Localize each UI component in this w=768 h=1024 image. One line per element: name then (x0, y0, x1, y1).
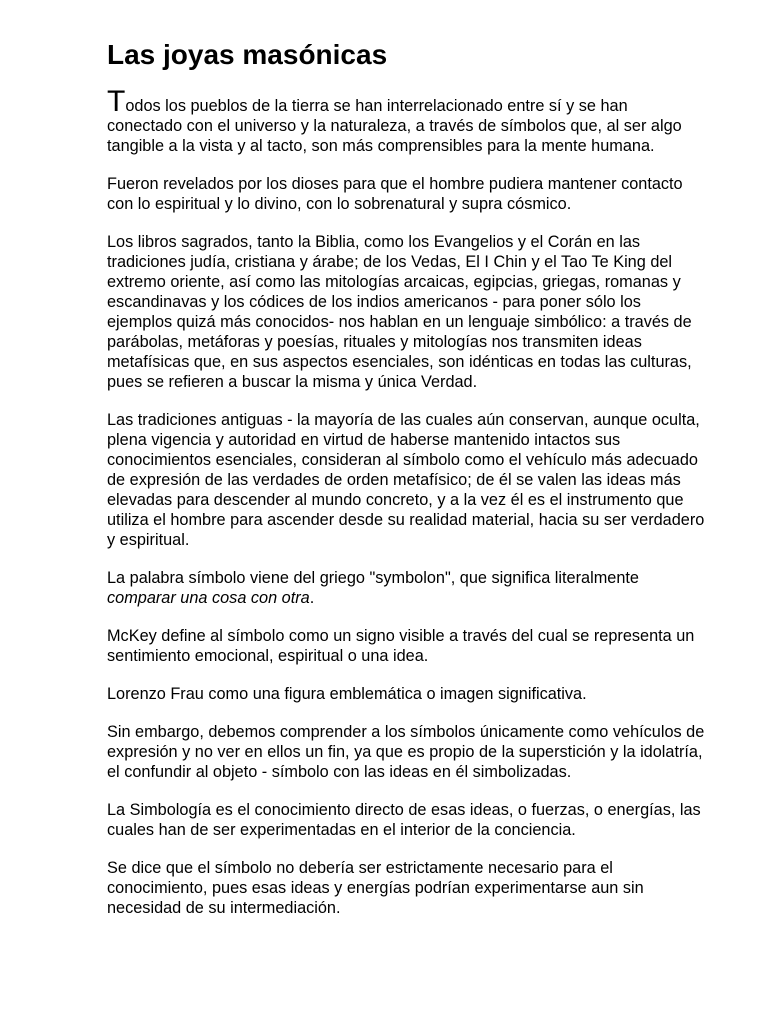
paragraph-7: Lorenzo Frau como una figura emblemática o imagen significativa. (107, 685, 587, 703)
paragraph-1-text: odos los pueblos de la tierra se han interrelacionado entre sí y se han conectado con el universo y la naturaleza, a través de símbolos que, al ser algo tangible a la vista y al tacto, son más comprensibles para la mente humana. (107, 97, 682, 155)
paragraph-9: La Simbología es el conocimiento directo de esas ideas, o fuerzas, o energías, las cuales han de ser experimentadas en el interior de la conciencia. (107, 801, 701, 839)
paragraph-1 (107, 85, 707, 156)
paragraph-8: Sin embargo, debemos comprender a los símbolos únicamente como vehículos de expresión y no ver en ellos un fin, ya que es propio de la superstición y la idolatría, el confundir al objeto - símbolo con las ideas en él simbolizadas. (107, 723, 705, 781)
paragraph-6: McKey define al símbolo como un signo visible a través del cual se representa un sentimiento emocional, espiritual o una idea. (107, 627, 695, 665)
paragraph-10: Se dice que el símbolo no debería ser estrictamente necesario para el conocimiento, pues esas ideas y energías podrían experimentarse aun sin necesidad de su intermediación. (107, 859, 644, 917)
paragraph-2: Fueron revelados por los dioses para que el hombre pudiera mantener contacto con lo espiritual y lo divino, con lo sobrenatural y supra cósmico. (107, 175, 683, 213)
paragraph-4: Las tradiciones antiguas - la mayoría de las cuales aún conservan, aunque oculta, plena vigencia y autoridad en virtud de haberse mantenido intactos sus conocimientos esenciales, consideran al símbolo como el vehículo más adecuado de expresión de las verdades de orden metafísico; de él se valen las ideas más elevadas para descender al mundo concreto, y a la vez él es el instrumento que utiliza el hombre para ascender desde su realidad material, hacia su ser verdadero y espiritual. (107, 411, 705, 549)
drop-cap: T (107, 85, 126, 118)
paragraph-5-text: La palabra símbolo viene del griego "symbolon", que significa literalmente (107, 569, 639, 587)
paragraph-5-italic: comparar una cosa con otra (107, 589, 310, 607)
page-title: Las joyas masónicas (107, 39, 388, 70)
paragraph-5 (107, 568, 707, 608)
paragraph-3: Los libros sagrados, tanto la Biblia, como los Evangelios y el Corán en las tradiciones judía, cristiana y árabe; de los Vedas, El I Chin y el Tao Te King del extremo oriente, así como las mitologías arcaicas, egipcias, griegas, romanas y escandinavas y los códices de los indios americanos - para poner sólo los ejemplos quizá más conocidos- nos hablan en un lenguaje simbólico: a través de parábolas, metáforas y poesías, rituales y mitologías nos transmiten ideas metafísicas que, en sus aspectos esenciales, son idénticas en todas las culturas, pues se refieren a buscar la misma y única Verdad. (107, 233, 692, 391)
paragraph-5-end: . (309, 589, 315, 607)
document-page (107, 38, 707, 936)
